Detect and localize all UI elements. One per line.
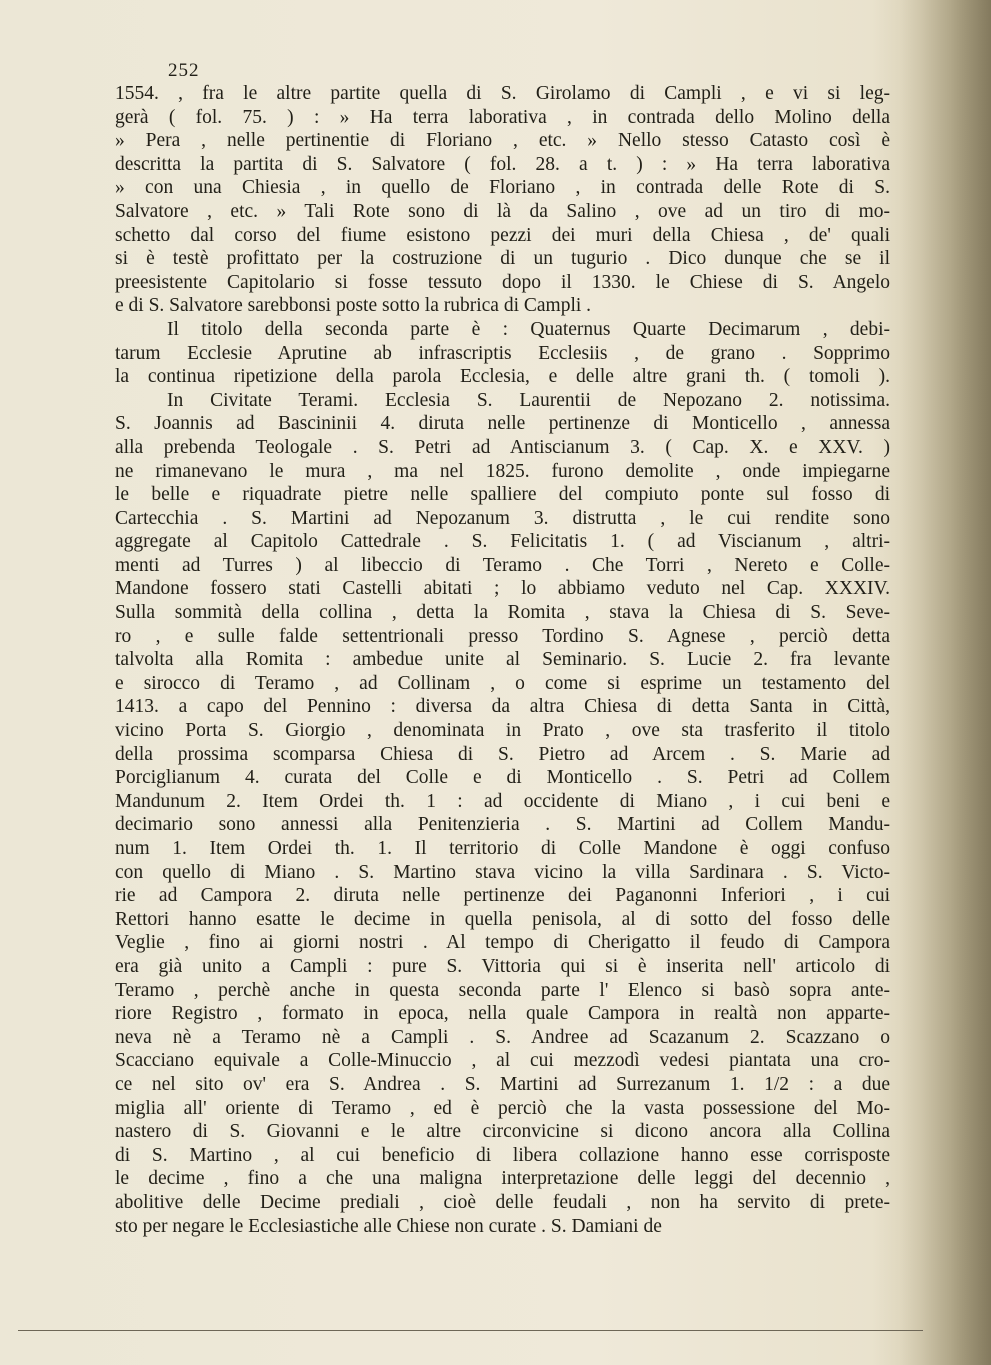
text-line: neva nè a Teramo nè a Campli . S. Andree ad Scazanum 2. Scazzano o xyxy=(115,1026,890,1048)
text-line: S. Joannis ad Bascininii 4. diruta nelle pertinenze di Monticello , annessa xyxy=(115,413,890,435)
spine-shadow xyxy=(901,0,991,1365)
text-line: Veglie , fino ai giorni nostri . Al tempo di Cherigatto il feudo di Campora xyxy=(115,932,890,954)
text-line: con quello di Miano . S. Martino stava vicino la villa Sardinara . S. Victo- xyxy=(115,861,890,883)
text-line: decimario sono annessi alla Penitenzieria . S. Martini ad Collem Mandu- xyxy=(115,814,890,836)
text-line: talvolta alla Romita : ambedue unite al Seminario. S. Lucie 2. fra levante xyxy=(115,649,890,671)
text-line: menti ad Turres ) al libeccio di Teramo . Che Torri , Nereto e Colle- xyxy=(115,554,890,576)
text-line: aggregate al Capitolo Cattedrale . S. Felicitatis 1. ( ad Viscianum , altri- xyxy=(115,531,890,553)
text-line: rie ad Campora 2. diruta nelle pertinenze dei Paganonni Inferiori , i cui xyxy=(115,885,890,907)
text-line: della prossima scomparsa Chiesa di S. Pietro ad Arcem . S. Marie ad xyxy=(115,743,890,765)
text-line: gerà ( fol. 75. ) : » Ha terra laborativa , in contrada dello Molino della xyxy=(115,106,890,128)
text-line: e di S. Salvatore sarebbonsi poste sotto la rubrica di Campli . xyxy=(115,295,592,317)
text-line: era già unito a Campli : pure S. Vittoria qui si è inserita nell' articolo di xyxy=(115,955,890,977)
text-line: Salvatore , etc. » Tali Rote sono di là da Salino , ove ad un tiro di mo- xyxy=(115,200,890,222)
text-line: Il titolo della seconda parte è : Quaternus Quarte Decimarum , debi- xyxy=(167,318,890,340)
text-line: ce nel sito ov' era S. Andrea . S. Martini ad Surrezanum 1. 1/2 : a due xyxy=(115,1073,890,1095)
text-line: 1554. , fra le altre partite quella di S. Girolamo di Campli , e vi si leg- xyxy=(115,83,890,104)
text-line: » con una Chiesia , in quello de Floriano , in contrada delle Rote di S. xyxy=(115,177,890,199)
text-line: le decime , fino a che una maligna interpretazione delle leggi del decennio , xyxy=(115,1168,890,1190)
text-line: nastero di S. Giovanni e le altre circonvicine si dicono ancora alla Collina xyxy=(115,1121,890,1143)
text-line: sto per negare le Ecclesiastiche alle Chiese non curate . S. Damiani de xyxy=(115,1215,662,1237)
text-line: e sirocco di Teramo , ad Collinam , o come si esprime un testamento del xyxy=(115,672,890,694)
text-line: descritta la partita di S. Salvatore ( fol. 28. a t. ) : » Ha terra laborativa xyxy=(115,153,890,175)
text-line: preesistente Capitolario si fosse tessuto dopo il 1330. le Chiese di S. Angelo xyxy=(115,271,890,293)
text-line: abolitive delle Decime prediali , cioè delle feudali , non ha servito di prete- xyxy=(115,1191,890,1213)
text-line: Scacciano equivale a Colle-Minuccio , al cui mezzodì vedesi piantata una cro- xyxy=(115,1050,890,1072)
text-line: 1413. a capo del Pennino : diversa da altra Chiesa di detta Santa in Città, xyxy=(115,696,890,718)
text-line: alla prebenda Teologale . S. Petri ad Antiscianum 3. ( Cap. X. e XXV. ) xyxy=(115,436,890,458)
text-line: num 1. Item Ordei th. 1. Il territorio di Colle Mandone è oggi confuso xyxy=(115,838,890,859)
text-line: ne rimanevano le mura , ma nel 1825. furono demolite , onde impiegarne xyxy=(115,460,890,482)
text-line: schetto dal corso del fiume esistono pezzi dei muri della Chiesa , de' quali xyxy=(115,224,890,246)
text-line: miglia all' oriente di Teramo , ed è perciò che la vasta possessione del Mo- xyxy=(115,1097,890,1119)
page-number: 252 xyxy=(168,60,200,81)
text-line: ro , e sulle falde settentrionali presso Tordino S. Agnese , perciò detta xyxy=(115,625,890,647)
text-line: Porciglianum 4. curata del Colle e di Monticello . S. Petri ad Collem xyxy=(115,767,890,789)
text-line: riore Registro , formato in epoca, nella quale Campora in realtà non apparte- xyxy=(115,1003,890,1025)
text-line: Teramo , perchè anche in questa seconda parte l' Elenco si basò sopra ante- xyxy=(115,979,890,1001)
text-line: vicino Porta S. Giorgio , denominata in Prato , ove sta trasferito il titolo xyxy=(115,720,890,742)
text-line: Mandone fossero stati Castelli abitati ; lo abbiamo veduto nel Cap. XXXIV. xyxy=(115,578,890,600)
text-line: Rettori hanno esatte le decime in quella penisola, al di sotto del fosso delle xyxy=(115,908,890,930)
text-line: di S. Martino , al cui beneficio di libera collazione hanno esse corrisposte xyxy=(115,1144,890,1166)
text-line: Mandunum 2. Item Ordei th. 1 : ad occidente di Miano , i cui beni e xyxy=(115,790,890,812)
text-line: In Civitate Terami. Ecclesia S. Laurentii de Nepozano 2. notissima. xyxy=(167,389,890,411)
text-line: Cartecchia . S. Martini ad Nepozanum 3. distrutta , le cui rendite sono xyxy=(115,507,890,529)
bottom-rule xyxy=(18,1330,923,1331)
text-line: la continua ripetizione della parola Ecclesia, e delle altre grani th. ( tomoli ). xyxy=(115,366,890,388)
text-line: Sulla sommità della collina , detta la Romita , stava la Chiesa di S. Seve- xyxy=(115,602,890,624)
text-line: » Pera , nelle pertinentie di Floriano , etc. » Nello stesso Catasto così è xyxy=(115,130,890,152)
text-line: le belle e riquadrate pietre nelle spalliere del compiuto ponte sul fosso di xyxy=(115,484,890,506)
body-text xyxy=(115,82,890,1238)
text-line: si è testè profittato per la costruzione di un tugurio . Dico dunque che se il xyxy=(115,248,890,270)
text-line: tarum Ecclesie Aprutine ab infrascriptis Ecclesiis , de grano . Sopprimo xyxy=(115,342,890,364)
